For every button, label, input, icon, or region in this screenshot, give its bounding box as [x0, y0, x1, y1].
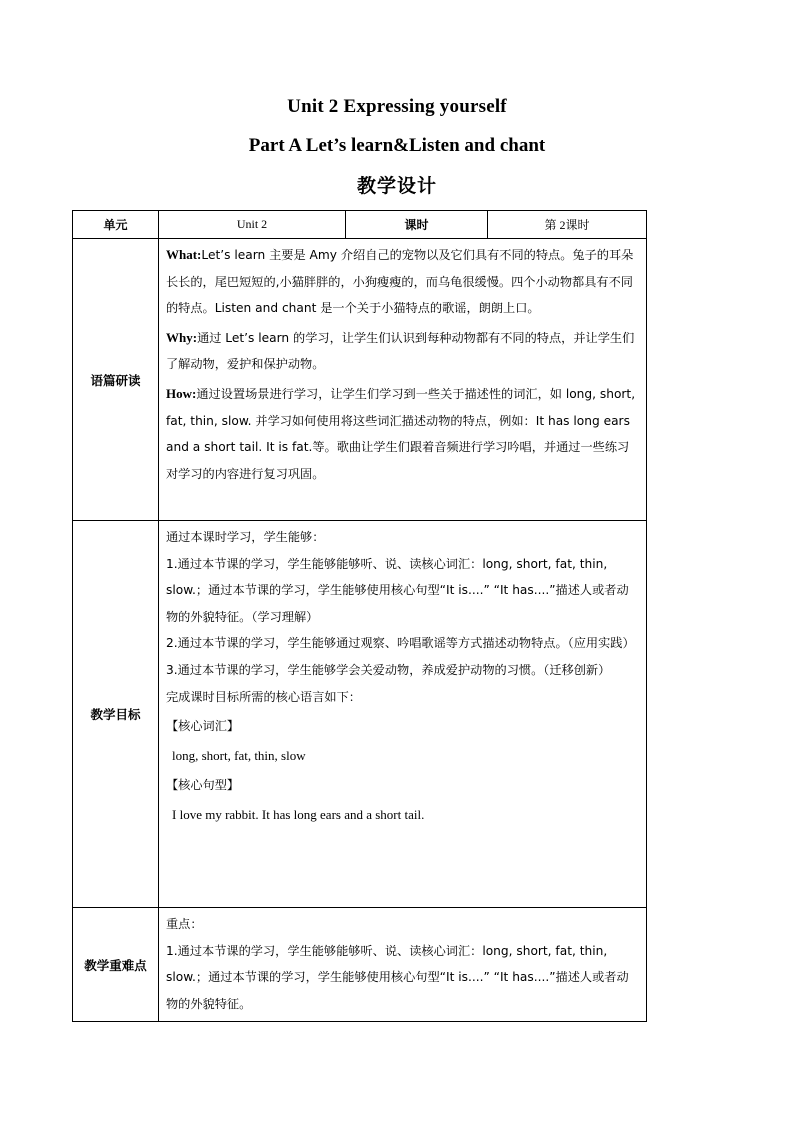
how-paragraph	[166, 381, 638, 487]
why-text: 通过 Let’s learn 的学习，让学生们认识到每种动物都有不同的特点，并让学生们了解动物，爱护和保护动物。	[166, 330, 635, 372]
what-text: Let’s learn 主要是 Amy 介绍自己的宠物以及它们具有不同的特点。兔子的耳朵长长的，尾巴短短的,小猫胖胖的，小狗瘦瘦的，而乌龟很缓慢。四个小动物都具有不同的特点。Listen and chant 是一个关于小猫特点的歌谣，朗朗上口。	[166, 248, 634, 316]
objectives-intro: 通过本课时学习，学生能够：	[166, 530, 325, 544]
objectives-content	[159, 521, 647, 908]
how-label: How:	[166, 385, 197, 401]
objective-item-3: 3.通过本节课的学习，学生能够学会关爱动物，养成爱护动物的习惯。（迁移创新）	[166, 662, 611, 677]
key-point-item-1: 1.通过本节课的学习，学生能够能够听、说、读核心词汇：long, short, fat, thin, slow.；通过本节课的学习，学生能够使用核心句型“It is....” “It has....”描述人或者动物的外貌特征。	[166, 943, 629, 1011]
key-points-row	[73, 908, 647, 1022]
lesson-plan-table	[72, 210, 647, 1022]
period-label: 课时	[346, 211, 488, 239]
period-value: 第 2课时	[488, 211, 647, 239]
pattern-list: I love my rabbit. It has long ears and a short tail.	[172, 806, 425, 822]
key-points-intro: 重点：	[166, 917, 203, 931]
key-points-content	[159, 908, 647, 1022]
analysis-content	[159, 239, 647, 521]
analysis-row	[73, 239, 647, 521]
pattern-heading: 【核心句型】	[166, 778, 240, 793]
objective-item-2: 2.通过本节课的学习，学生能够通过观察、吟唱歌谣等方式描述动物特点。（应用实践）	[166, 636, 635, 651]
objective-item-1: 1.通过本节课的学习，学生能够能够听、说、读核心词汇：long, short, fat, thin, slow.；通过本节课的学习，学生能够使用核心句型“It is....” “It has....”描述人或者动物的外貌特征。（学习理解）	[166, 556, 629, 624]
objectives-label: 教学目标	[73, 521, 159, 908]
document-subtitle: Part A Let’s learn&Listen and chant	[248, 135, 546, 156]
analysis-label: 语篇研读	[73, 239, 159, 521]
key-points-label: 教学重难点	[73, 908, 159, 1022]
unit-label: 单元	[73, 211, 159, 239]
what-label: What:	[166, 247, 202, 262]
objectives-row	[73, 521, 647, 908]
what-paragraph	[166, 242, 638, 322]
vocab-list: long, short, fat, thin, slow	[172, 747, 306, 763]
how-text: 通过设置场景进行学习，让学生们学习到一些关于描述性的词汇，如 long, short, fat, thin, slow. 并学习如何使用将这些词汇描述动物的特点，例如：It has long ears and a short tail. It is fat.等。歌曲让学生们跟着音频进行学习吟唱，并通过一些练习对学习的内容进行复习巩固。	[166, 386, 636, 481]
vocab-heading: 【核心词汇】	[166, 719, 240, 734]
document-title: Unit 2 Expressing yourself	[287, 96, 507, 117]
why-label: Why:	[166, 329, 198, 345]
header-row	[73, 211, 647, 239]
unit-value: Unit 2	[159, 211, 346, 239]
why-paragraph	[166, 325, 638, 378]
document-heading: 教学设计	[356, 175, 437, 197]
core-language-intro: 完成课时目标所需的核心语言如下：	[166, 689, 361, 704]
